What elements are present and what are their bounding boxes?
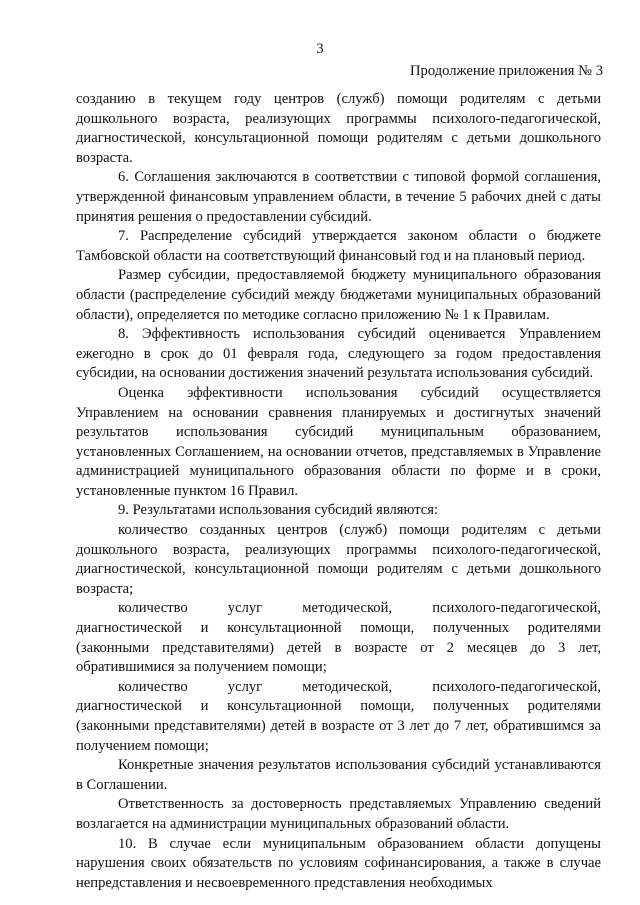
appendix-continuation-note: Продолжение приложения № 3 — [410, 63, 603, 79]
paragraph: 7. Распределение субсидий утверждается законом области о бюджете Тамбовской области на соответствующий финансовый год и на плановый период. — [76, 228, 601, 264]
paragraph: 10. В случае если муниципальным образованием области допущены нарушения своих обязательств по условиям софинансирования, а также в случае непредставления и несвоевременного представления необходимых — [76, 835, 601, 891]
paragraph: количество созданных центров (служб) помощи родителям с детьми дошкольного возраста, реализующих программы психолого-педагогической, диагностической, консультационной помощи родителям с детьми дошкольного возраста; — [76, 522, 601, 597]
paragraph: количество услуг методической, психолого-педагогической, диагностической и консультационной помощи, полученных родителями (законными представителями) детей в возрасте от 3 лет до 7 лет, обратившимся за получением помощи; — [76, 678, 601, 754]
paragraph: Конкретные значения результатов использования субсидий устанавливаются в Соглашении. — [76, 757, 601, 793]
paragraph: Ответственность за достоверность представляемых Управлению сведений возлагается на администрации муниципальных образований области. — [76, 796, 601, 832]
page-number: 3 — [316, 41, 324, 57]
paragraph: созданию в текущем году центров (служб) помощи родителям с детьми дошкольного возраста, реализующих программы психолого-педагогической, диагностической, консультационной помощи родителям с детьми дошкольного возраста. — [76, 91, 601, 166]
paragraph: 6. Соглашения заключаются в соответствии с типовой формой соглашения, утвержденной финансовым управлением области, в течение 5 рабочих дней с даты принятия решения о предоставлении субсидий. — [76, 169, 601, 225]
document-body — [76, 90, 601, 893]
paragraph: Оценка эффективности использования субсидий осуществляется Управлением на основании сравнения планируемых и достигнутых значений результатов использования субсидий муниципальным образованием, установленных Соглашением, на основании отчетов, представляемых в Управление администрацией муниципального образования области по форме и в сроки, установленные пунктом 16 Правил. — [76, 384, 601, 499]
paragraph: Размер субсидии, предоставляемой бюджету муниципального образования области (распределение субсидий между бюджетами муниципальных образований области), определяется по методике согласно приложению № 1 к Правилам. — [76, 267, 601, 323]
paragraph: 9. Результатами использования субсидий являются: — [118, 502, 439, 519]
paragraph: 8. Эффективность использования субсидий оценивается Управлением ежегодно в срок до 01 февраля года, следующего за годом предоставления субсидии, на основании достижения значений результата использования субсидий. — [76, 326, 601, 382]
paragraph: количество услуг методической, психолого-педагогической, диагностической и консультационной помощи, полученных родителями (законными представителями) детей в возрасте от 2 месяцев до 3 лет, обратившимися за получением помощи; — [76, 600, 601, 676]
